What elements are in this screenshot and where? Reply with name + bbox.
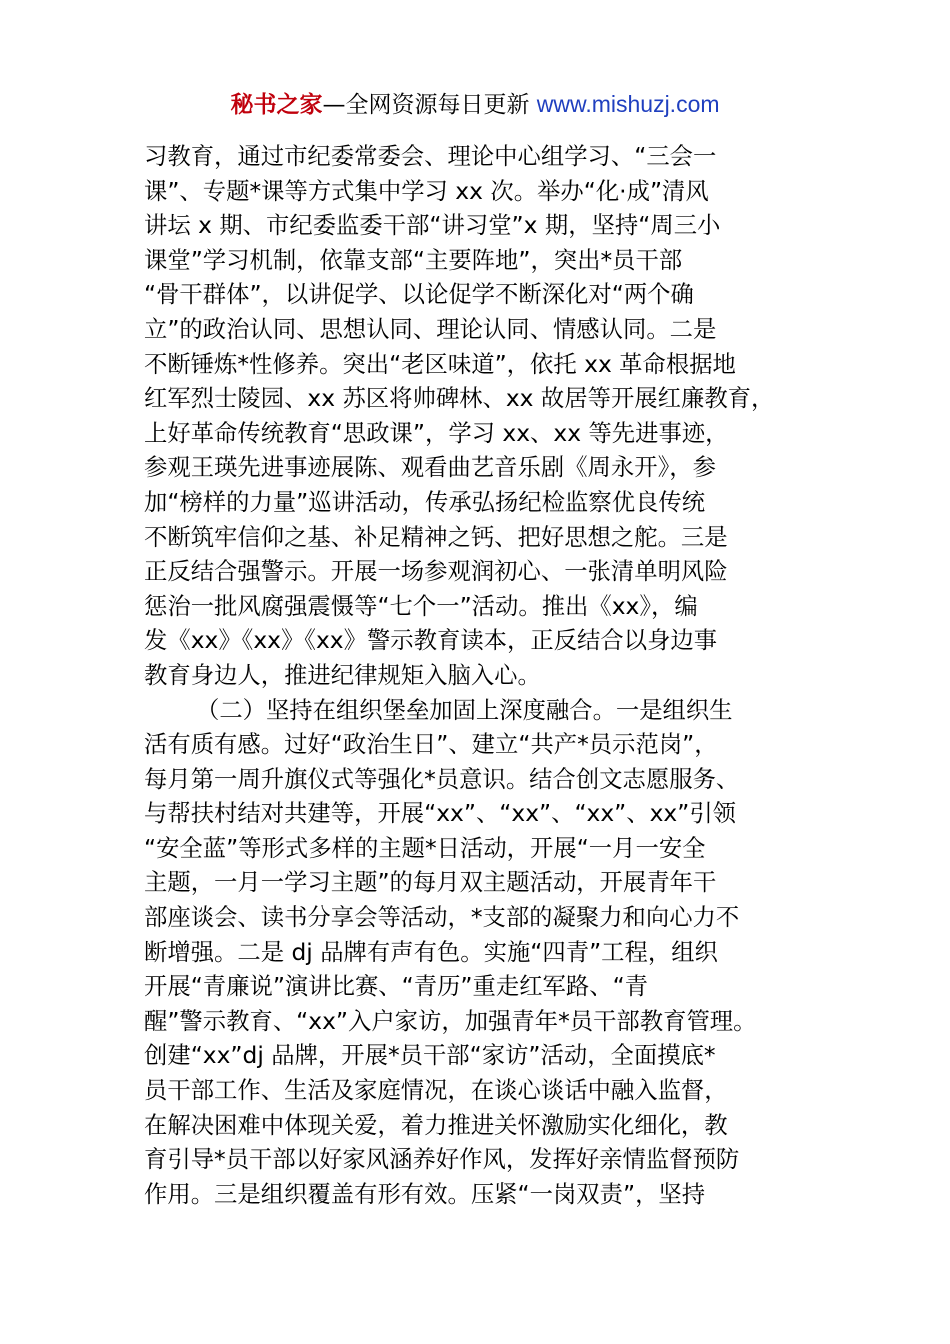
text-line: 开展“青廉说”演讲比赛、“青历”重走红军路、“青 bbox=[144, 972, 649, 1001]
text-line: 教育身边人，推进纪律规矩入脑入心。 bbox=[144, 660, 541, 689]
text-line: 讲坛 x 期、市纪委监委干部“讲习堂”x 期，坚持“周三小 bbox=[144, 211, 721, 240]
text-line: 主题，一月一学习主题”的每月双主题活动，开展青年干 bbox=[144, 868, 717, 897]
text-line: 课堂”学习机制，依靠支部“主要阵地”，突出*员干部 bbox=[144, 245, 683, 274]
text-line: 不断筑牢信仰之基、补足精神之钙、把好思想之舵。三是 bbox=[144, 522, 728, 551]
text-line: 上好革命传统教育“思政课”，学习 xx、xx 等先进事迹， bbox=[144, 418, 729, 447]
text-line: “安全蓝”等形式多样的主题*日活动，开展“一月一安全 bbox=[144, 833, 706, 862]
text-line: 部座谈会、读书分享会等活动，*支部的凝聚力和向心力不 bbox=[144, 903, 740, 932]
text-line: （二）坚持在组织堡垒加固上深度融合。一是组织生 bbox=[196, 695, 733, 724]
text-line: 加“榜样的力量”巡讲活动，传承弘扬纪检监察优良传统 bbox=[144, 487, 706, 516]
text-line: 醒”警示教育、“xx”入户家访，加强青年*员干部教育管理。 bbox=[144, 1006, 757, 1035]
text-line: 与帮扶村结对共建等，开展“xx”、“xx”、“xx”、xx”引领 bbox=[144, 799, 737, 828]
text-line: 立”的政治认同、思想认同、理论认同、情感认同。二是 bbox=[144, 314, 717, 343]
site-url-link[interactable]: www.mishuzj.com bbox=[536, 91, 720, 117]
text-line: 红军烈士陵园、xx 苏区将帅碑林、xx 故居等开展红廉教育， bbox=[144, 384, 775, 413]
text-line: 参观王瑛先进事迹展陈、观看曲艺音乐剧《周永开》，参 bbox=[144, 453, 716, 482]
text-line: 育引导*员干部以好家风涵养好作风，发挥好亲情监督预防 bbox=[144, 1145, 740, 1174]
text-line: 断增强。二是 dj 品牌有声有色。实施“四青”工程，组织 bbox=[144, 937, 718, 966]
text-line: 不断锤炼*性修养。突出“老区味道”，依托 xx 革命根据地 bbox=[144, 349, 736, 378]
text-line: 活有质有感。过好“政治生日”、建立“共产*员示范岗”， bbox=[144, 730, 718, 759]
text-line: “骨干群体”，以讲促学、以论促学不断深化对“两个确 bbox=[144, 280, 694, 309]
brand-name: 秘书之家 bbox=[230, 92, 323, 118]
text-line: 创建“xx”dj 品牌，开展*员干部“家访”活动，全面摸底* bbox=[144, 1041, 716, 1070]
header-tagline: —全网资源每日更新 bbox=[322, 92, 537, 118]
text-line: 员干部工作、生活及家庭情况，在谈心谈话中融入监督， bbox=[144, 1076, 728, 1105]
text-line: 习教育，通过市纪委常委会、理论中心组学习、“三会一 bbox=[144, 142, 717, 170]
text-line: 发《xx》《xx》《xx》警示教育读本，正反结合以身边事 bbox=[144, 626, 718, 655]
text-line: 作用。三是组织覆盖有形有效。压紧“一岗双责”，坚持 bbox=[144, 1179, 706, 1208]
text-line: 课”、专题*课等方式集中学习 xx 次。举办“化·成”清风 bbox=[144, 176, 709, 205]
text-line: 正反结合强警示。开展一场参观润初心、一张清单明风险 bbox=[144, 557, 728, 586]
document-body bbox=[144, 139, 814, 1211]
text-line: 每月第一周升旗仪式等强化*员意识。结合创文志愿服务、 bbox=[144, 764, 740, 793]
text-line: 在解决困难中体现关爱，着力推进关怀激励实化细化，教 bbox=[144, 1110, 728, 1139]
site-header bbox=[0, 88, 950, 121]
text-line: 惩治一批风腐强震慑等“七个一”活动。推出《xx》，编 bbox=[144, 591, 698, 620]
